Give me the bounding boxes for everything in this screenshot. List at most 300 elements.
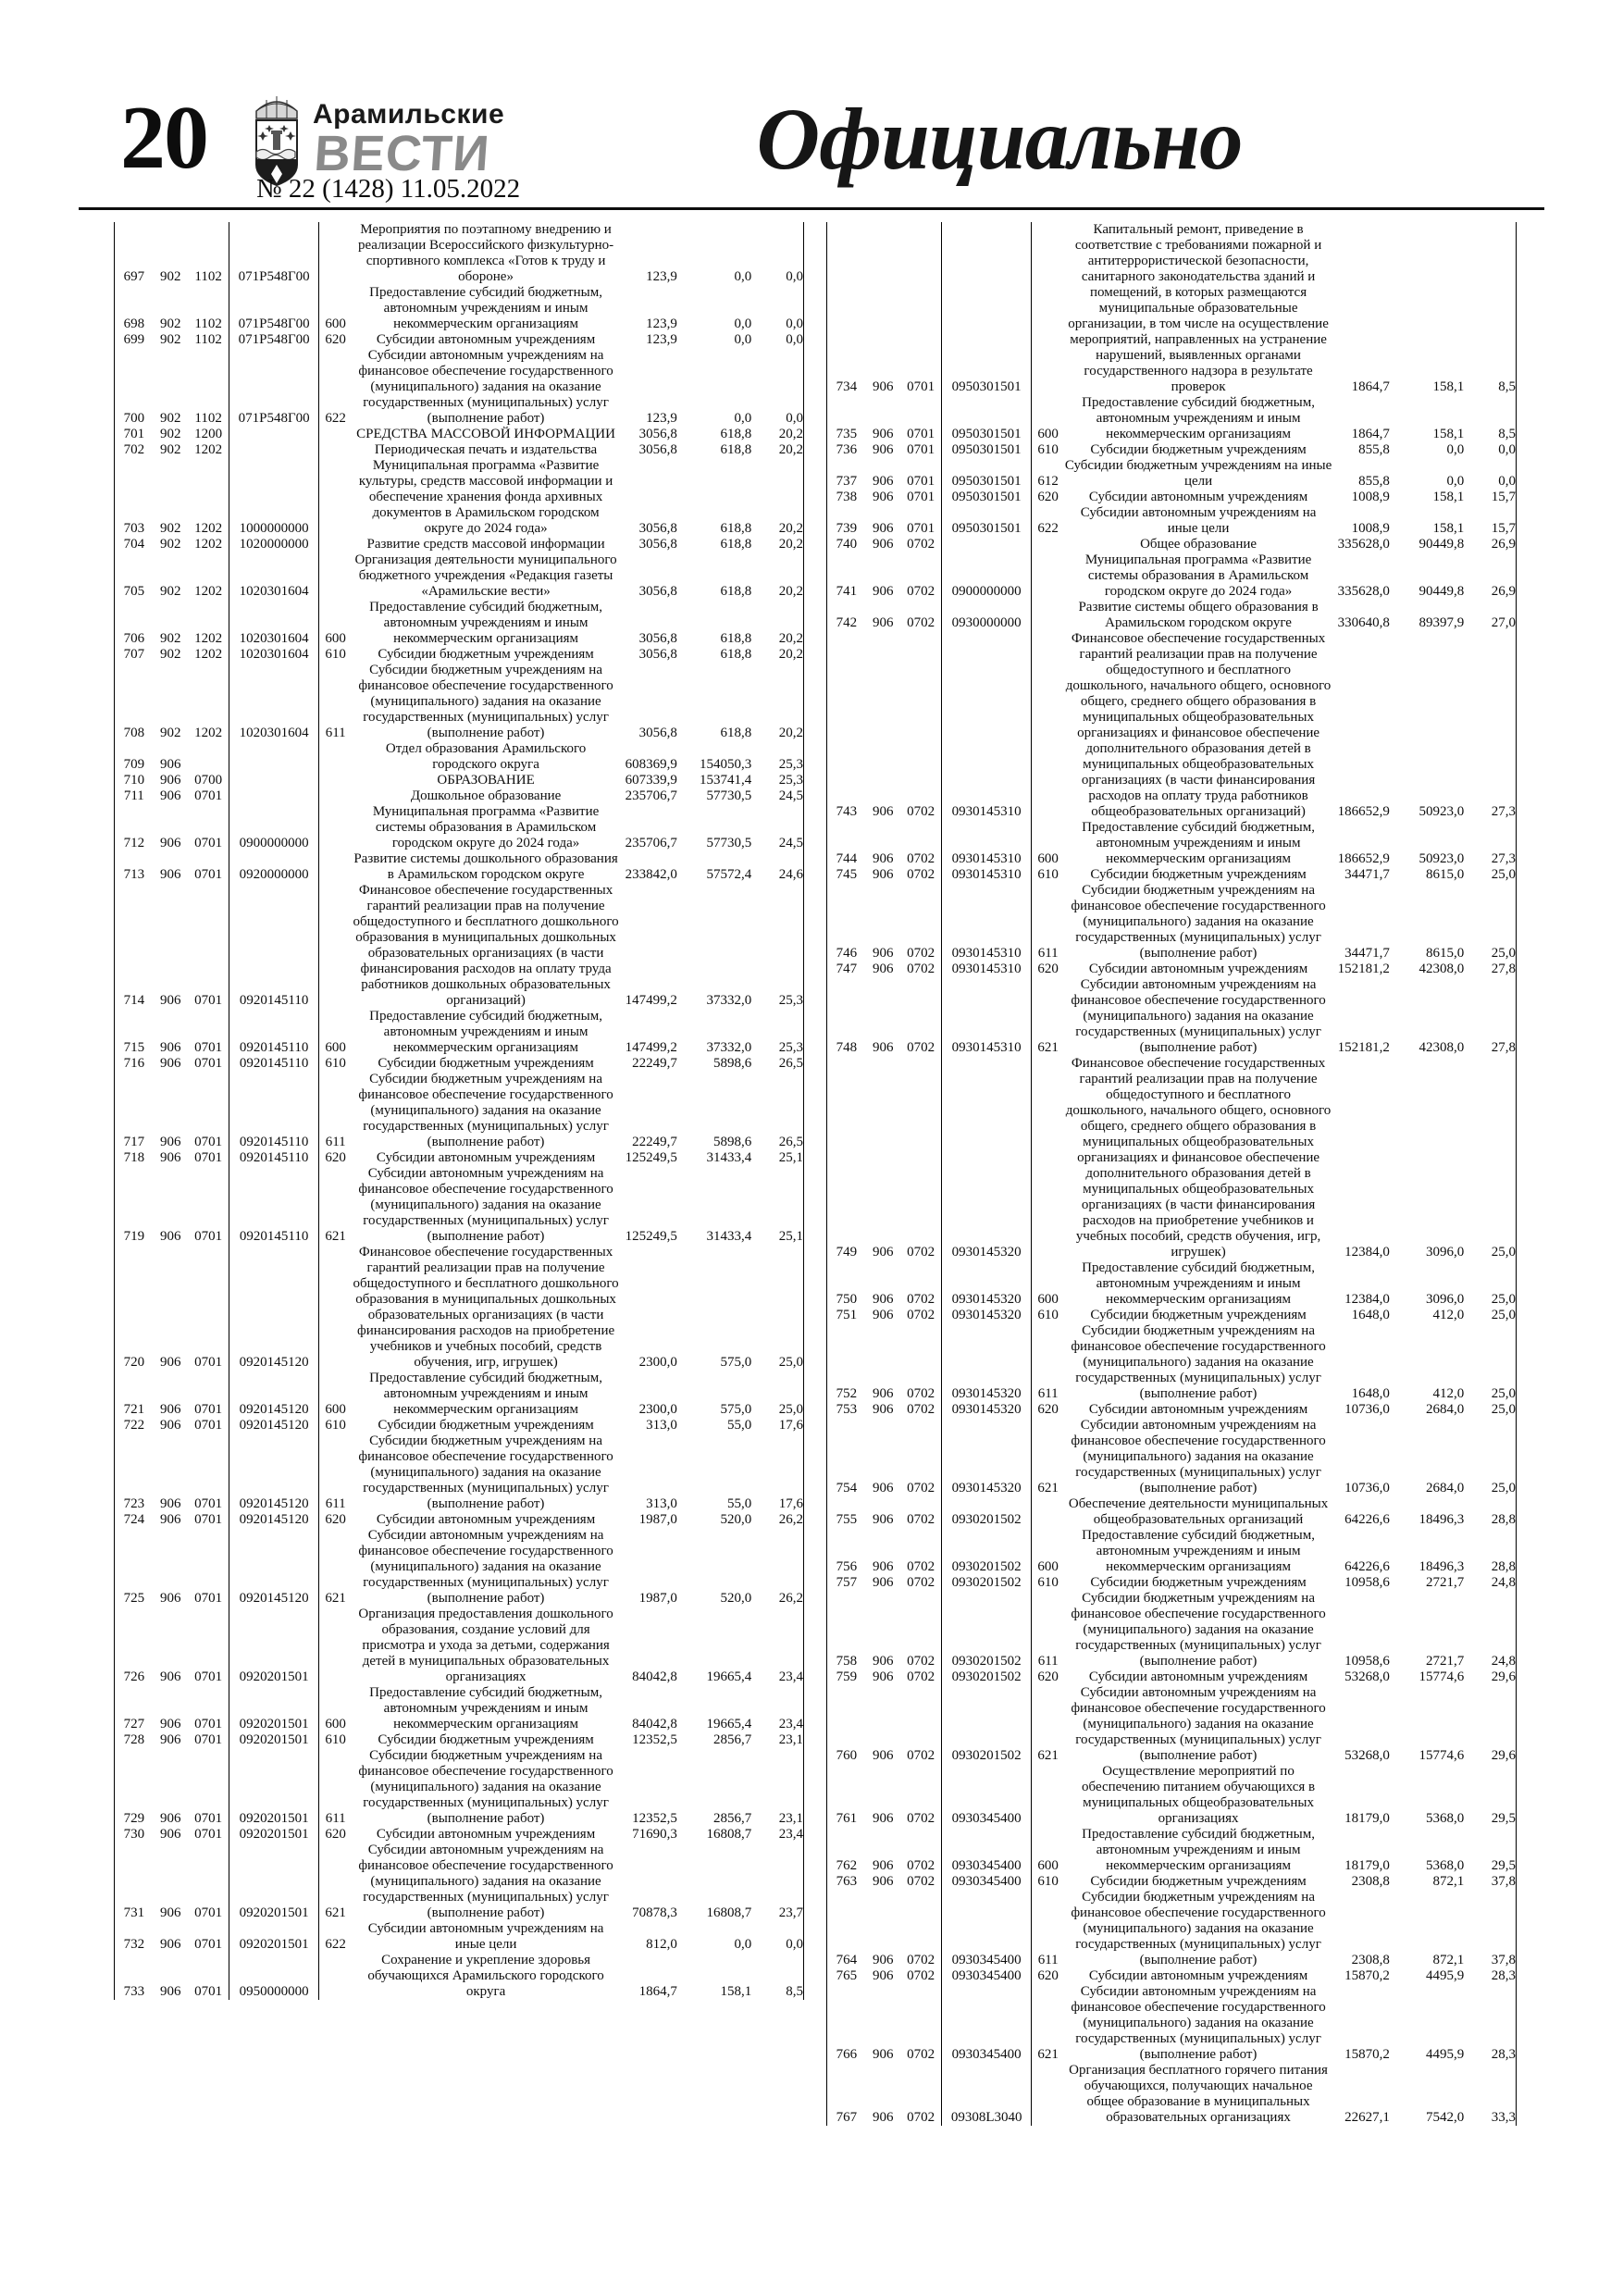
budget-table-right-column bbox=[826, 222, 1517, 2126]
expense-name-cell: Субсидии бюджетным учреждениям на финансовое обеспечение государственного (муниципального) задания на оказание государственных (муниципальных) услуг (выполнение работ) bbox=[1071, 1591, 1326, 1669]
executed-amount-cell: 2721,7 bbox=[1425, 1575, 1465, 1590]
section-code-cell: 0701 bbox=[188, 1528, 229, 1607]
grbs-code-cell: 906 bbox=[159, 1717, 181, 1731]
table-row bbox=[827, 977, 1517, 1056]
expense-type-cell bbox=[1031, 1764, 1064, 1827]
section-code-cell: 1200 bbox=[188, 427, 229, 442]
expense-name-cell: Развитие системы общего образования в Арамильском городском округе bbox=[1078, 600, 1319, 630]
percent-cell: 25,0 bbox=[778, 1355, 803, 1370]
table-row bbox=[115, 1528, 804, 1607]
program-code-cell: 0930145310 bbox=[942, 883, 1031, 962]
expense-name-cell: Муниципальная программа «Развитие системы образования в Арамильском городском округе до 2024 года» bbox=[1084, 552, 1312, 599]
table-row bbox=[827, 1323, 1517, 1402]
expense-name-cell: Субсидии бюджетным учреждениям bbox=[378, 1732, 594, 1747]
row-number-cell: 760 bbox=[836, 1748, 858, 1763]
plan-amount-cell: 12352,5 bbox=[632, 1732, 677, 1747]
program-code-cell: 0920145120 bbox=[229, 1512, 318, 1528]
program-code-cell bbox=[229, 741, 318, 773]
percent-cell: 24,8 bbox=[1491, 1575, 1516, 1590]
grbs-code-cell: 902 bbox=[159, 647, 181, 662]
expense-type-cell: 622 bbox=[325, 411, 346, 426]
percent-cell: 20,2 bbox=[778, 521, 803, 536]
expense-type-cell bbox=[318, 1953, 352, 2000]
plan-amount-cell: 123,9 bbox=[646, 332, 677, 347]
section-code-cell: 0702 bbox=[900, 1056, 942, 1260]
section-code-cell: 0701 bbox=[188, 1418, 229, 1433]
expense-name-cell: Субсидии автономным учреждениям на финансовое обеспечение государственного (муниципального) задания на оказание государственных (муниципальных) услуг (выполнение работ) bbox=[1071, 1418, 1326, 1496]
program-code-cell: 0950301501 bbox=[942, 395, 1031, 442]
expense-type-cell: 611 bbox=[1037, 1386, 1059, 1401]
expense-name-cell: Субсидии бюджетным учреждениям bbox=[378, 1056, 594, 1071]
program-code-cell: 1000000000 bbox=[229, 458, 318, 537]
program-code-cell: 0930145320 bbox=[942, 1402, 1031, 1418]
percent-cell: 29,5 bbox=[1491, 1811, 1516, 1826]
expense-name-cell: Финансовое обеспечение государственных гарантий реализации прав на получение общедоступного и бесплатного дошкольного образования в муниципальных дошкольных образовательных организациях (в части финансирования расходов на приобретение учебников и учебных пособий, средств обучения, игр, игрушек) bbox=[353, 1245, 619, 1370]
expense-name-cell: Субсидии автономным учреждениям на финансовое обеспечение государственного (муниципального) задания на оказание государственных (муниципальных) услуг (выполнение работ) bbox=[358, 1166, 613, 1244]
row-number-cell: 704 bbox=[123, 537, 145, 552]
program-code-cell: 0930201502 bbox=[942, 1496, 1031, 1528]
executed-amount-cell: 520,0 bbox=[720, 1512, 752, 1527]
expense-type-cell bbox=[318, 788, 352, 804]
percent-cell: 20,2 bbox=[778, 726, 803, 740]
table-row bbox=[827, 1764, 1517, 1827]
program-code-cell: 071Р548Г00 bbox=[229, 285, 318, 332]
executed-amount-cell: 575,0 bbox=[720, 1355, 752, 1370]
section-code-cell: 0701 bbox=[188, 851, 229, 883]
table-row bbox=[827, 537, 1517, 552]
program-code-cell: 09308L3040 bbox=[942, 2063, 1031, 2126]
table-row bbox=[827, 505, 1517, 537]
executed-amount-cell: 57730,5 bbox=[706, 788, 752, 803]
table-row bbox=[115, 1433, 804, 1512]
program-code-cell bbox=[229, 427, 318, 442]
plan-amount-cell: 855,8 bbox=[1358, 442, 1390, 457]
expense-type-cell: 610 bbox=[1037, 442, 1059, 457]
table-row bbox=[827, 1669, 1517, 1685]
section-code-cell: 0701 bbox=[900, 458, 942, 490]
program-code-cell: 0930145320 bbox=[942, 1418, 1031, 1496]
program-code-cell: 0920145110 bbox=[229, 1009, 318, 1056]
table-row bbox=[115, 1921, 804, 1953]
grbs-code-cell: 906 bbox=[159, 867, 181, 882]
expense-type-cell: 610 bbox=[325, 647, 346, 662]
expense-type-cell bbox=[318, 883, 352, 1009]
percent-cell: 23,4 bbox=[778, 1669, 803, 1684]
program-code-cell: 0920145110 bbox=[229, 1150, 318, 1166]
percent-cell: 8,5 bbox=[1498, 427, 1516, 441]
program-code-cell: 0950000000 bbox=[229, 1953, 318, 2000]
expense-name-cell: Субсидии автономным учреждениям bbox=[1088, 962, 1308, 976]
percent-cell: 23,7 bbox=[778, 1905, 803, 1920]
expense-name-cell: Субсидии автономным учреждениям на финансовое обеспечение государственного (муниципального) задания на оказание государственных (муниципальных) услуг (выполнение работ) bbox=[1071, 1984, 1326, 2062]
executed-amount-cell: 153741,4 bbox=[699, 773, 752, 788]
plan-amount-cell: 22627,1 bbox=[1344, 2110, 1390, 2125]
section-code-cell: 0702 bbox=[900, 883, 942, 962]
executed-amount-cell: 19665,4 bbox=[706, 1717, 752, 1731]
program-code-cell: 0920201501 bbox=[229, 1827, 318, 1843]
row-number-cell: 731 bbox=[123, 1905, 145, 1920]
expense-name-cell: Субсидии бюджетным учреждениям на финансовое обеспечение государственного (муниципального) задания на оказание государственных (муниципальных) услуг (выполнение работ) bbox=[358, 1072, 613, 1149]
expense-name-cell: Субсидии бюджетным учреждениям bbox=[1090, 1874, 1307, 1889]
percent-cell: 0,0 bbox=[786, 411, 803, 426]
expense-type-cell: 611 bbox=[1037, 1654, 1059, 1669]
expense-type-cell: 600 bbox=[1037, 1292, 1059, 1307]
row-number-cell: 700 bbox=[123, 411, 145, 426]
executed-amount-cell: 57730,5 bbox=[706, 836, 752, 850]
grbs-code-cell: 902 bbox=[159, 427, 181, 441]
program-code-cell: 0930345400 bbox=[942, 1874, 1031, 1890]
plan-amount-cell: 147499,2 bbox=[625, 1040, 677, 1055]
executed-amount-cell: 19665,4 bbox=[706, 1669, 752, 1684]
expense-type-cell bbox=[1031, 222, 1064, 395]
executed-amount-cell: 7542,0 bbox=[1425, 2110, 1465, 2125]
row-number-cell: 703 bbox=[123, 521, 145, 536]
section-code-cell: 0702 bbox=[900, 1575, 942, 1591]
table-row bbox=[827, 1968, 1517, 1984]
expense-name-cell: Муниципальная программа «Развитие культуры, средств массовой информации и обеспечение хранения фонда архивных документов в Арамильском городском округе до 2024 года» bbox=[358, 458, 613, 536]
table-row bbox=[115, 804, 804, 851]
row-number-cell: 717 bbox=[123, 1135, 145, 1149]
section-code-cell: 1202 bbox=[188, 442, 229, 458]
percent-cell: 27,8 bbox=[1491, 1040, 1516, 1055]
row-number-cell: 727 bbox=[123, 1717, 145, 1731]
expense-type-cell bbox=[1031, 537, 1064, 552]
plan-amount-cell: 53268,0 bbox=[1344, 1748, 1390, 1763]
expense-type-cell bbox=[318, 552, 352, 600]
executed-amount-cell: 8615,0 bbox=[1425, 946, 1465, 961]
expense-name-cell: Предоставление субсидий бюджетным, автономным учреждениям и иным некоммерческим организациям bbox=[1082, 395, 1315, 441]
section-code-cell: 0701 bbox=[188, 788, 229, 804]
expense-name-cell: Финансовое обеспечение государственных гарантий реализации прав на получение общедоступного и бесплатного дошкольного образования в муниципальных дошкольных образовательных организациях (в части финансирования расходов на оплату труда работников дошкольных образовательных организаций) bbox=[353, 883, 619, 1008]
grbs-code-cell: 906 bbox=[159, 1150, 181, 1165]
percent-cell: 27,8 bbox=[1491, 962, 1516, 976]
plan-amount-cell: 18179,0 bbox=[1344, 1811, 1390, 1826]
grbs-code-cell: 906 bbox=[872, 2047, 894, 2062]
program-code-cell: 0930201502 bbox=[942, 1528, 1031, 1575]
row-number-cell: 724 bbox=[123, 1512, 145, 1527]
table-row bbox=[115, 788, 804, 804]
grbs-code-cell: 902 bbox=[159, 269, 181, 284]
executed-amount-cell: 2684,0 bbox=[1425, 1481, 1465, 1496]
section-code-cell: 0701 bbox=[188, 1150, 229, 1166]
row-number-cell: 735 bbox=[836, 427, 858, 441]
percent-cell: 27,3 bbox=[1491, 804, 1516, 819]
grbs-code-cell: 906 bbox=[872, 1858, 894, 1873]
executed-amount-cell: 2684,0 bbox=[1425, 1402, 1465, 1417]
grbs-code-cell: 902 bbox=[159, 726, 181, 740]
plan-amount-cell: 53268,0 bbox=[1344, 1669, 1390, 1684]
grbs-code-cell: 906 bbox=[872, 537, 894, 552]
executed-amount-cell: 618,8 bbox=[720, 726, 752, 740]
row-number-cell: 711 bbox=[123, 788, 144, 803]
grbs-code-cell: 906 bbox=[159, 1827, 181, 1842]
section-code-cell: 0701 bbox=[188, 1953, 229, 2000]
grbs-code-cell: 906 bbox=[872, 1575, 894, 1590]
newspaper-name-top: Арамильские bbox=[313, 99, 505, 130]
row-number-cell: 753 bbox=[836, 1402, 858, 1417]
grbs-code-cell: 906 bbox=[872, 851, 894, 866]
section-code-cell: 0701 bbox=[188, 1827, 229, 1843]
section-code-cell: 1102 bbox=[188, 285, 229, 332]
percent-cell: 25,0 bbox=[1491, 1245, 1516, 1260]
table-row bbox=[827, 1496, 1517, 1528]
program-code-cell: 0920201501 bbox=[229, 1607, 318, 1685]
percent-cell: 24,6 bbox=[778, 867, 803, 882]
executed-amount-cell: 618,8 bbox=[720, 537, 752, 552]
program-code-cell: 0930145310 bbox=[942, 820, 1031, 867]
row-number-cell: 745 bbox=[836, 867, 858, 882]
program-code-cell: 0920201501 bbox=[229, 1732, 318, 1748]
percent-cell: 15,7 bbox=[1491, 490, 1516, 504]
plan-amount-cell: 3056,8 bbox=[638, 521, 677, 536]
percent-cell: 29,5 bbox=[1491, 1858, 1516, 1873]
program-code-cell: 0900000000 bbox=[942, 552, 1031, 600]
expense-type-cell: 610 bbox=[325, 1418, 346, 1433]
expense-type-cell: 610 bbox=[325, 1056, 346, 1071]
program-code-cell bbox=[229, 773, 318, 788]
table-row bbox=[115, 1009, 804, 1056]
executed-amount-cell: 2721,7 bbox=[1425, 1654, 1465, 1669]
table-row bbox=[827, 458, 1517, 490]
plan-amount-cell: 123,9 bbox=[646, 316, 677, 331]
percent-cell: 28,3 bbox=[1491, 2047, 1516, 2062]
executed-amount-cell: 158,1 bbox=[1432, 427, 1465, 441]
row-number-cell: 737 bbox=[836, 474, 858, 489]
program-code-cell: 0920145110 bbox=[229, 1056, 318, 1072]
program-code-cell: 0900000000 bbox=[229, 804, 318, 851]
section-code-cell: 0702 bbox=[900, 1418, 942, 1496]
percent-cell: 20,2 bbox=[778, 647, 803, 662]
percent-cell: 25,3 bbox=[778, 773, 803, 788]
percent-cell: 28,8 bbox=[1491, 1512, 1516, 1527]
executed-amount-cell: 3096,0 bbox=[1425, 1292, 1465, 1307]
section-code-cell: 0702 bbox=[900, 537, 942, 552]
table-row bbox=[827, 395, 1517, 442]
row-number-cell: 736 bbox=[836, 442, 858, 457]
expense-type-cell: 621 bbox=[325, 1229, 346, 1244]
expense-type-cell: 620 bbox=[325, 332, 346, 347]
percent-cell: 27,3 bbox=[1491, 851, 1516, 866]
section-code-cell: 0701 bbox=[188, 883, 229, 1009]
program-code-cell: 0920145120 bbox=[229, 1418, 318, 1433]
program-code-cell: 0930201502 bbox=[942, 1685, 1031, 1764]
program-code-cell: 0920145110 bbox=[229, 1072, 318, 1150]
section-code-cell: 0701 bbox=[188, 1732, 229, 1748]
program-code-cell: 0930145310 bbox=[942, 962, 1031, 977]
plan-amount-cell: 1864,7 bbox=[1351, 379, 1390, 394]
expense-name-cell: Субсидии бюджетным учреждениям bbox=[1090, 1575, 1307, 1590]
percent-cell: 26,9 bbox=[1491, 537, 1516, 552]
grbs-code-cell: 906 bbox=[159, 1229, 181, 1244]
row-number-cell: 720 bbox=[123, 1355, 145, 1370]
expense-name-cell: Субсидии бюджетным учреждениям на финансовое обеспечение государственного (муниципального) задания на оказание государственных (муниципальных) услуг (выполнение работ) bbox=[358, 1433, 613, 1511]
grbs-code-cell: 906 bbox=[159, 836, 181, 850]
section-code-cell: 0701 bbox=[900, 442, 942, 458]
expense-name-cell: Субсидии автономным учреждениям на финансовое обеспечение государственного (муниципального) задания на оказание государственных (муниципальных) услуг (выполнение работ) bbox=[1071, 1685, 1326, 1763]
program-code-cell: 0920145110 bbox=[229, 883, 318, 1009]
plan-amount-cell: 313,0 bbox=[646, 1418, 677, 1433]
expense-type-cell: 610 bbox=[1037, 867, 1059, 882]
section-title: Официально bbox=[756, 90, 1243, 188]
plan-amount-cell: 10736,0 bbox=[1344, 1481, 1390, 1496]
percent-cell: 8,5 bbox=[786, 1984, 803, 1999]
section-code-cell: 0702 bbox=[900, 1496, 942, 1528]
executed-amount-cell: 4495,9 bbox=[1425, 2047, 1465, 2062]
row-number-cell: 757 bbox=[836, 1575, 858, 1590]
percent-cell: 8,5 bbox=[1498, 379, 1516, 394]
expense-name-cell: Организация бесплатного горячего питания обучающихся, получающих начальное общее образование в муниципальных образовательных организациях bbox=[1069, 2063, 1328, 2125]
expense-type-cell: 600 bbox=[325, 1402, 346, 1417]
row-number-cell: 762 bbox=[836, 1858, 858, 1873]
grbs-code-cell: 906 bbox=[159, 1056, 181, 1071]
executed-amount-cell: 90449,8 bbox=[1419, 537, 1465, 552]
table-row bbox=[827, 631, 1517, 820]
expense-name-cell: Субсидии бюджетным учреждениям bbox=[378, 647, 594, 662]
percent-cell: 28,8 bbox=[1491, 1559, 1516, 1574]
expense-name-cell: Финансовое обеспечение государственных гарантий реализации прав на получение общедоступного и бесплатного дошкольного, начального общего, основного общего, среднего общего образования в муниципальных общеобразовательных организациях и финансовое обеспечение дополнительного образования детей в муниципальных общеобразовательных организациях (в части финансирования расходов на оплату труда работников общеобразовательных организаций) bbox=[1065, 631, 1332, 819]
row-number-cell: 746 bbox=[836, 946, 858, 961]
plan-amount-cell: 335628,0 bbox=[1337, 537, 1390, 552]
executed-amount-cell: 37332,0 bbox=[706, 993, 752, 1008]
grbs-code-cell: 902 bbox=[159, 442, 181, 457]
row-number-cell: 738 bbox=[836, 490, 858, 504]
expense-name-cell: Субсидии автономным учреждениям bbox=[376, 1827, 596, 1842]
expense-name-cell: Финансовое обеспечение государственных гарантий реализации прав на получение общедоступного и бесплатного дошкольного, начального общего, основного общего, среднего общего образования в муниципальных общеобразовательных организациях и финансовое обеспечение дополнительного образования детей в муниципальных общеобразовательных организациях (в части финансирования расходов на приобретение учебников и учебных пособий, средств обучения, игр, игрушек) bbox=[1065, 1056, 1332, 1260]
plan-amount-cell: 233842,0 bbox=[625, 867, 677, 882]
table-row bbox=[827, 820, 1517, 867]
row-number-cell: 713 bbox=[123, 867, 145, 882]
section-code-cell: 0702 bbox=[900, 631, 942, 820]
expense-name-cell: Предоставление субсидий бюджетным, автономным учреждениям и иным некоммерческим организациям bbox=[1082, 1260, 1315, 1307]
plan-amount-cell: 235706,7 bbox=[625, 836, 677, 850]
expense-type-cell: 611 bbox=[325, 1811, 346, 1826]
row-number-cell: 719 bbox=[123, 1229, 145, 1244]
expense-name-cell: Развитие средств массовой информации bbox=[366, 537, 605, 552]
grbs-code-cell: 906 bbox=[872, 1953, 894, 1967]
program-code-cell: 0920145120 bbox=[229, 1433, 318, 1512]
expense-name-cell: Организация предоставления дошкольного образования, создание условий для присмотра и ухода за детьми, содержания детей в муниципальных образовательных организациях bbox=[358, 1607, 613, 1684]
executed-amount-cell: 2856,7 bbox=[712, 1811, 752, 1826]
program-code-cell: 1020000000 bbox=[229, 537, 318, 552]
program-code-cell: 071Р548Г00 bbox=[229, 348, 318, 427]
expense-type-cell: 600 bbox=[1037, 1559, 1059, 1574]
plan-amount-cell: 3056,8 bbox=[638, 726, 677, 740]
expense-type-cell: 620 bbox=[1037, 1402, 1059, 1417]
table-row bbox=[827, 1984, 1517, 2063]
table-row bbox=[827, 1528, 1517, 1575]
percent-cell: 25,0 bbox=[1491, 1292, 1516, 1307]
expense-name-cell: Субсидии бюджетным учреждениям на финансовое обеспечение государственного (муниципального) задания на оказание государственных (муниципальных) услуг (выполнение работ) bbox=[1071, 883, 1326, 961]
expense-type-cell: 622 bbox=[1037, 521, 1059, 536]
percent-cell: 37,8 bbox=[1491, 1953, 1516, 1967]
executed-amount-cell: 37332,0 bbox=[706, 1040, 752, 1055]
grbs-code-cell: 906 bbox=[872, 1654, 894, 1669]
program-code-cell: 0930145310 bbox=[942, 631, 1031, 820]
expense-name-cell: Субсидии бюджетным учреждениям bbox=[378, 1418, 594, 1433]
executed-amount-cell: 15774,6 bbox=[1419, 1748, 1465, 1763]
grbs-code-cell: 902 bbox=[159, 631, 181, 646]
expense-type-cell: 621 bbox=[1037, 1481, 1059, 1496]
table-row bbox=[827, 867, 1517, 883]
row-number-cell: 750 bbox=[836, 1292, 858, 1307]
expense-type-cell: 620 bbox=[1037, 962, 1059, 976]
expense-type-cell: 611 bbox=[1037, 946, 1059, 961]
program-code-cell: 0930345400 bbox=[942, 1890, 1031, 1968]
grbs-code-cell: 906 bbox=[872, 427, 894, 441]
grbs-code-cell: 906 bbox=[159, 1732, 181, 1747]
plan-amount-cell: 1864,7 bbox=[1351, 427, 1390, 441]
plan-amount-cell: 3056,8 bbox=[638, 427, 677, 441]
row-number-cell: 763 bbox=[836, 1874, 858, 1889]
table-row bbox=[115, 1072, 804, 1150]
grbs-code-cell: 906 bbox=[872, 962, 894, 976]
grbs-code-cell: 906 bbox=[159, 993, 181, 1008]
percent-cell: 29,6 bbox=[1491, 1669, 1516, 1684]
expense-name-cell: Субсидии бюджетным учреждениям на финансовое обеспечение государственного (муниципального) задания на оказание государственных (муниципальных) услуг (выполнение работ) bbox=[1071, 1890, 1326, 1967]
expense-type-cell: 611 bbox=[325, 1496, 346, 1511]
header-divider bbox=[79, 207, 1544, 210]
row-number-cell: 710 bbox=[123, 773, 145, 788]
plan-amount-cell: 64226,6 bbox=[1344, 1512, 1390, 1527]
grbs-code-cell: 906 bbox=[872, 1040, 894, 1055]
table-row bbox=[827, 962, 1517, 977]
program-code-cell: 0950301501 bbox=[942, 442, 1031, 458]
row-number-cell: 697 bbox=[123, 269, 145, 284]
section-code-cell: 0702 bbox=[900, 1764, 942, 1827]
executed-amount-cell: 18496,3 bbox=[1419, 1559, 1465, 1574]
plan-amount-cell: 64226,6 bbox=[1344, 1559, 1390, 1574]
section-code-cell: 0701 bbox=[900, 490, 942, 505]
table-row bbox=[827, 1685, 1517, 1764]
expense-name-cell: Субсидии автономным учреждениям bbox=[376, 1512, 596, 1527]
section-code-cell: 0702 bbox=[900, 600, 942, 631]
table-row bbox=[115, 222, 804, 285]
executed-amount-cell: 872,1 bbox=[1432, 1953, 1465, 1967]
plan-amount-cell: 34471,7 bbox=[1344, 946, 1390, 961]
row-number-cell: 733 bbox=[123, 1984, 145, 1999]
percent-cell: 24,5 bbox=[778, 788, 803, 803]
table-row bbox=[115, 851, 804, 883]
row-number-cell: 740 bbox=[836, 537, 858, 552]
newspaper-name-bottom: ВЕСТИ bbox=[312, 126, 492, 181]
expense-type-cell: 612 bbox=[1037, 474, 1059, 489]
expense-type-cell bbox=[1031, 552, 1064, 600]
section-code-cell: 0701 bbox=[188, 1056, 229, 1072]
plan-amount-cell: 147499,2 bbox=[625, 993, 677, 1008]
program-code-cell: 0930201502 bbox=[942, 1591, 1031, 1669]
executed-amount-cell: 0,0 bbox=[734, 269, 752, 284]
plan-amount-cell: 12384,0 bbox=[1344, 1245, 1390, 1260]
expense-type-cell bbox=[318, 851, 352, 883]
plan-amount-cell: 34471,7 bbox=[1344, 867, 1390, 882]
row-number-cell: 742 bbox=[836, 615, 858, 630]
section-code-cell: 1202 bbox=[188, 600, 229, 647]
table-row bbox=[827, 1827, 1517, 1874]
section-code-cell: 1102 bbox=[188, 222, 229, 285]
grbs-code-cell: 906 bbox=[159, 1135, 181, 1149]
expense-name-cell: Субсидии автономным учреждениям на иные цели bbox=[367, 1921, 604, 1952]
plan-amount-cell: 3056,8 bbox=[638, 647, 677, 662]
expense-name-cell: Субсидии автономным учреждениям bbox=[1088, 1968, 1308, 1983]
expense-type-cell: 600 bbox=[325, 316, 346, 331]
plan-amount-cell: 10736,0 bbox=[1344, 1402, 1390, 1417]
page-number: 20 bbox=[120, 88, 207, 188]
executed-amount-cell: 42308,0 bbox=[1419, 1040, 1465, 1055]
grbs-code-cell: 906 bbox=[872, 1559, 894, 1574]
grbs-code-cell: 906 bbox=[159, 757, 181, 772]
plan-amount-cell: 2300,0 bbox=[638, 1355, 677, 1370]
grbs-code-cell: 906 bbox=[872, 867, 894, 882]
